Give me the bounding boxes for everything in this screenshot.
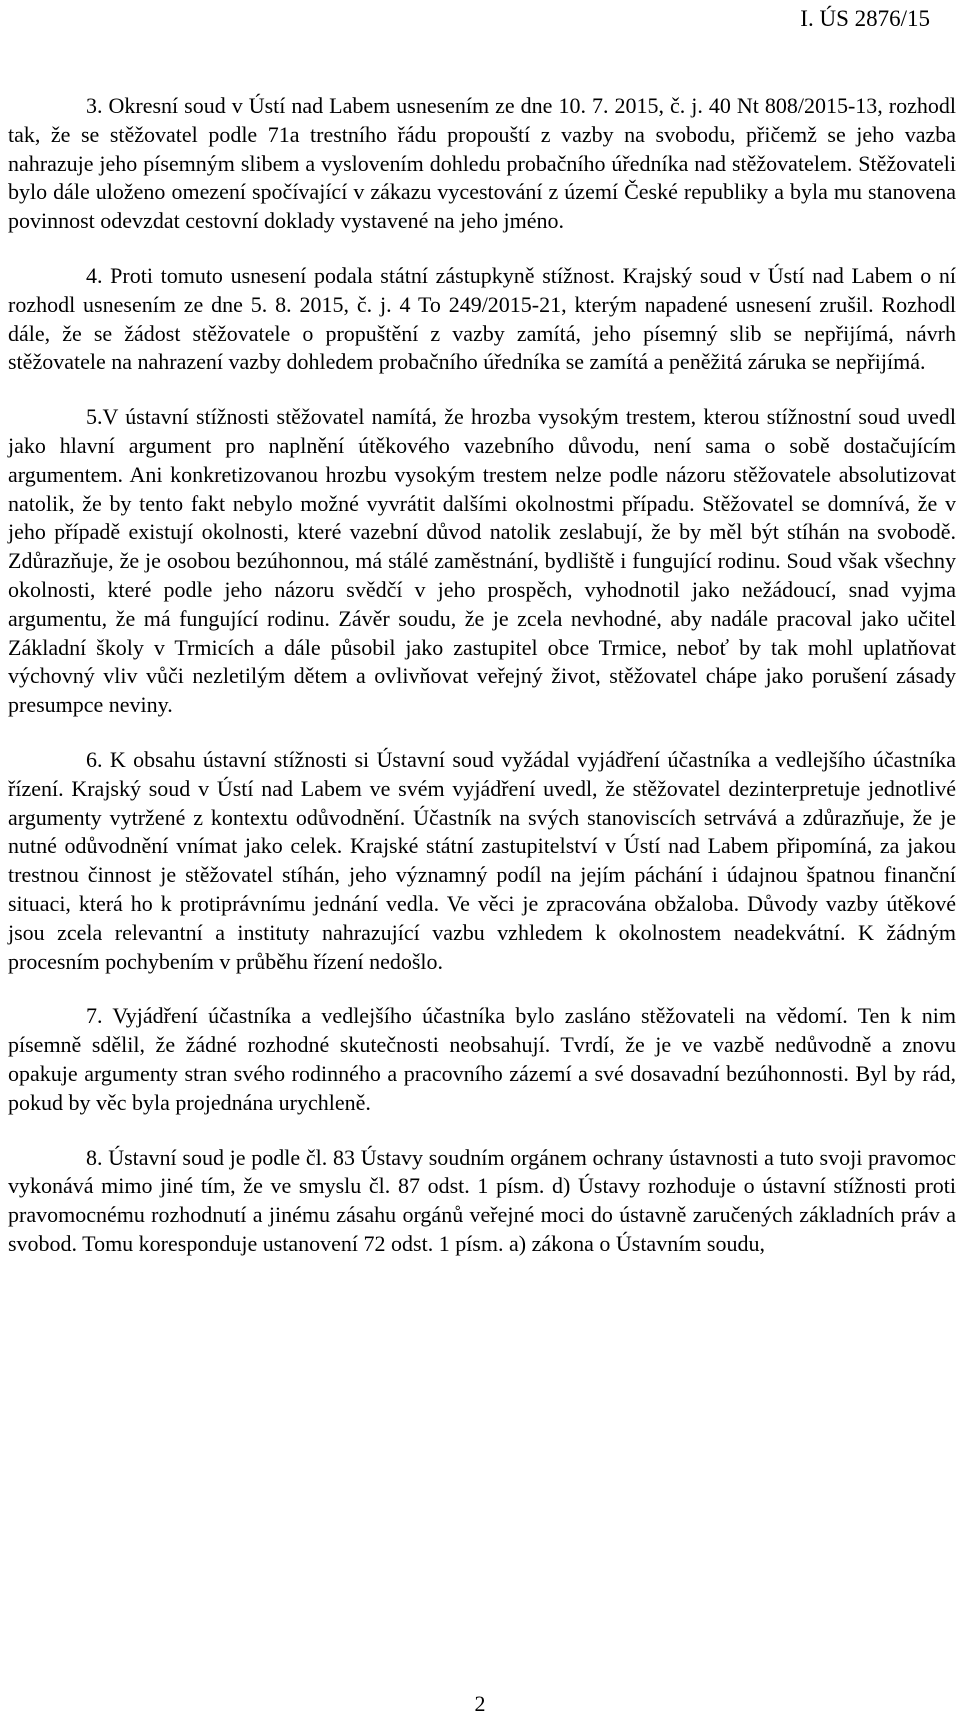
case-number: I. ÚS 2876/15	[800, 6, 930, 31]
paragraph-5: 5.V ústavní stížnosti stěžovatel namítá, že hrozba vysokým trestem, kterou stížnostní soud uvedl jako hlavní argument pro naplnění útěkového vazebního důvodu, není sama o sobě dostačujícím argumentem. Ani konkretizovanou hrozbu vysokým trestem nelze podle názoru stěžovatele absolutizovat natolik, že by tento fakt nebylo možné vyvrátit dalšími okolnostmi případu. Stěžovatel se domnívá, že v jeho případě existují okolnosti, které vazební důvod natolik zeslabují, že by měl být stíhán na svobodě. Zdůrazňuje, že je osobou bezúhonnou, má stálé zaměstnání, bydliště i fungující rodinu. Soud však všechny okolnosti, které podle jeho názoru svědčí v jeho prospěch, vyhodnotil jako nežádoucí, snad vyjma argumentu, že má fungující rodinu. Závěr soudu, že je zcela nevhodné, aby nadále pracoval jako učitel Základní školy v Trmicích a dále působil jako zastupitel obce Trmice, neboť by tak mohl uplatňovat výchovný vliv vůči nezletilým dětem a ovlivňovat veřejný život, stěžovatel chápe jako porušení zásady presumpce neviny.	[8, 404, 956, 718]
paragraph-4: 4. Proti tomuto usnesení podala státní zástupkyně stížnost. Krajský soud v Ústí nad Labem o ní rozhodl usnesením ze dne 5. 8. 2015, č. j. 4 To 249/2015-21, kterým napadené usnesení zrušil. Rozhodl dále, že se žádost stěžovatele o propuštění z vazby zamítá, jeho písemný slib se nepřijímá, návrh stěžovatele na nahrazení vazby dohledem probačního úředníka se zamítá a peněžitá záruka se nepřijímá.	[8, 262, 956, 375]
page-number: 2	[474, 1691, 486, 1716]
document-body	[8, 92, 956, 1285]
paragraph-6: 6. K obsahu ústavní stížnosti si Ústavní soud vyžádal vyjádření účastníka a vedlejšího účastníka řízení. Krajský soud v Ústí nad Labem ve svém vyjádření uvedl, že stěžovatel dezinterpretuje jednotlivé argumenty vytržené z kontextu odůvodnění. Účastník na svých stanoviscích setrvává a zdůrazňuje, že je nutné odůvodnění vnímat jako celek. Krajské státní zastupitelství v Ústí nad Labem připomíná, za jakou trestnou činnost je stěžovatel stíhán, jeho významný podíl na jejím páchání i údajnou špatnou finanční situaci, která ho k protiprávnímu jednání vedla. Ve věci je zpracována obžaloba. Důvody vazby útěkové jsou zcela relevantní a instituty nahrazující vazbu vzhledem k okolnostem neadekvátní. K žádným procesním pochybením v průběhu řízení nedošlo.	[8, 746, 956, 974]
paragraph-8: 8. Ústavní soud je podle čl. 83 Ústavy soudním orgánem ochrany ústavnosti a tuto svoji pravomoc vykonává mimo jiné tím, že ve smyslu čl. 87 odst. 1 písm. d) Ústavy rozhoduje o ústavní stížnosti proti pravomocnému rozhodnutí a jinému zásahu orgánů veřejné moci do ústavně zaručených základních práv a svobod. Tomu koresponduje ustanovení 72 odst. 1 písm. a) zákona o Ústavním soudu,	[8, 1144, 956, 1256]
paragraph-7: 7. Vyjádření účastníka a vedlejšího účastníka bylo zasláno stěžovateli na vědomí. Ten k nim písemně sdělil, že žádné rozhodné skutečnosti neobsahují. Tvrdí, že je ve vazbě nedůvodně a znovu opakuje argumenty stran svého rodinného a pracovního zázemí a své dosavadní bezúhonnosti. Byl by rád, pokud by věc byla projednána urychleně.	[8, 1003, 956, 1115]
paragraph-3: 3. Okresní soud v Ústí nad Labem usnesením ze dne 10. 7. 2015, č. j. 40 Nt 808/2015-13, rozhodl tak, že se stěžovatel podle 71a trestního řádu propouští z vazby na svobodu, přičemž se jeho vazba nahrazuje jeho písemným slibem a vyslovením dohledu probačního úředníka nad stěžovatelem. Stěžovateli bylo dále uloženo omezení spočívající v zákazu vycestování z území České republiky a byla mu stanovena povinnost odevzdat cestovní doklady vystavené na jeho jméno.	[8, 93, 956, 234]
